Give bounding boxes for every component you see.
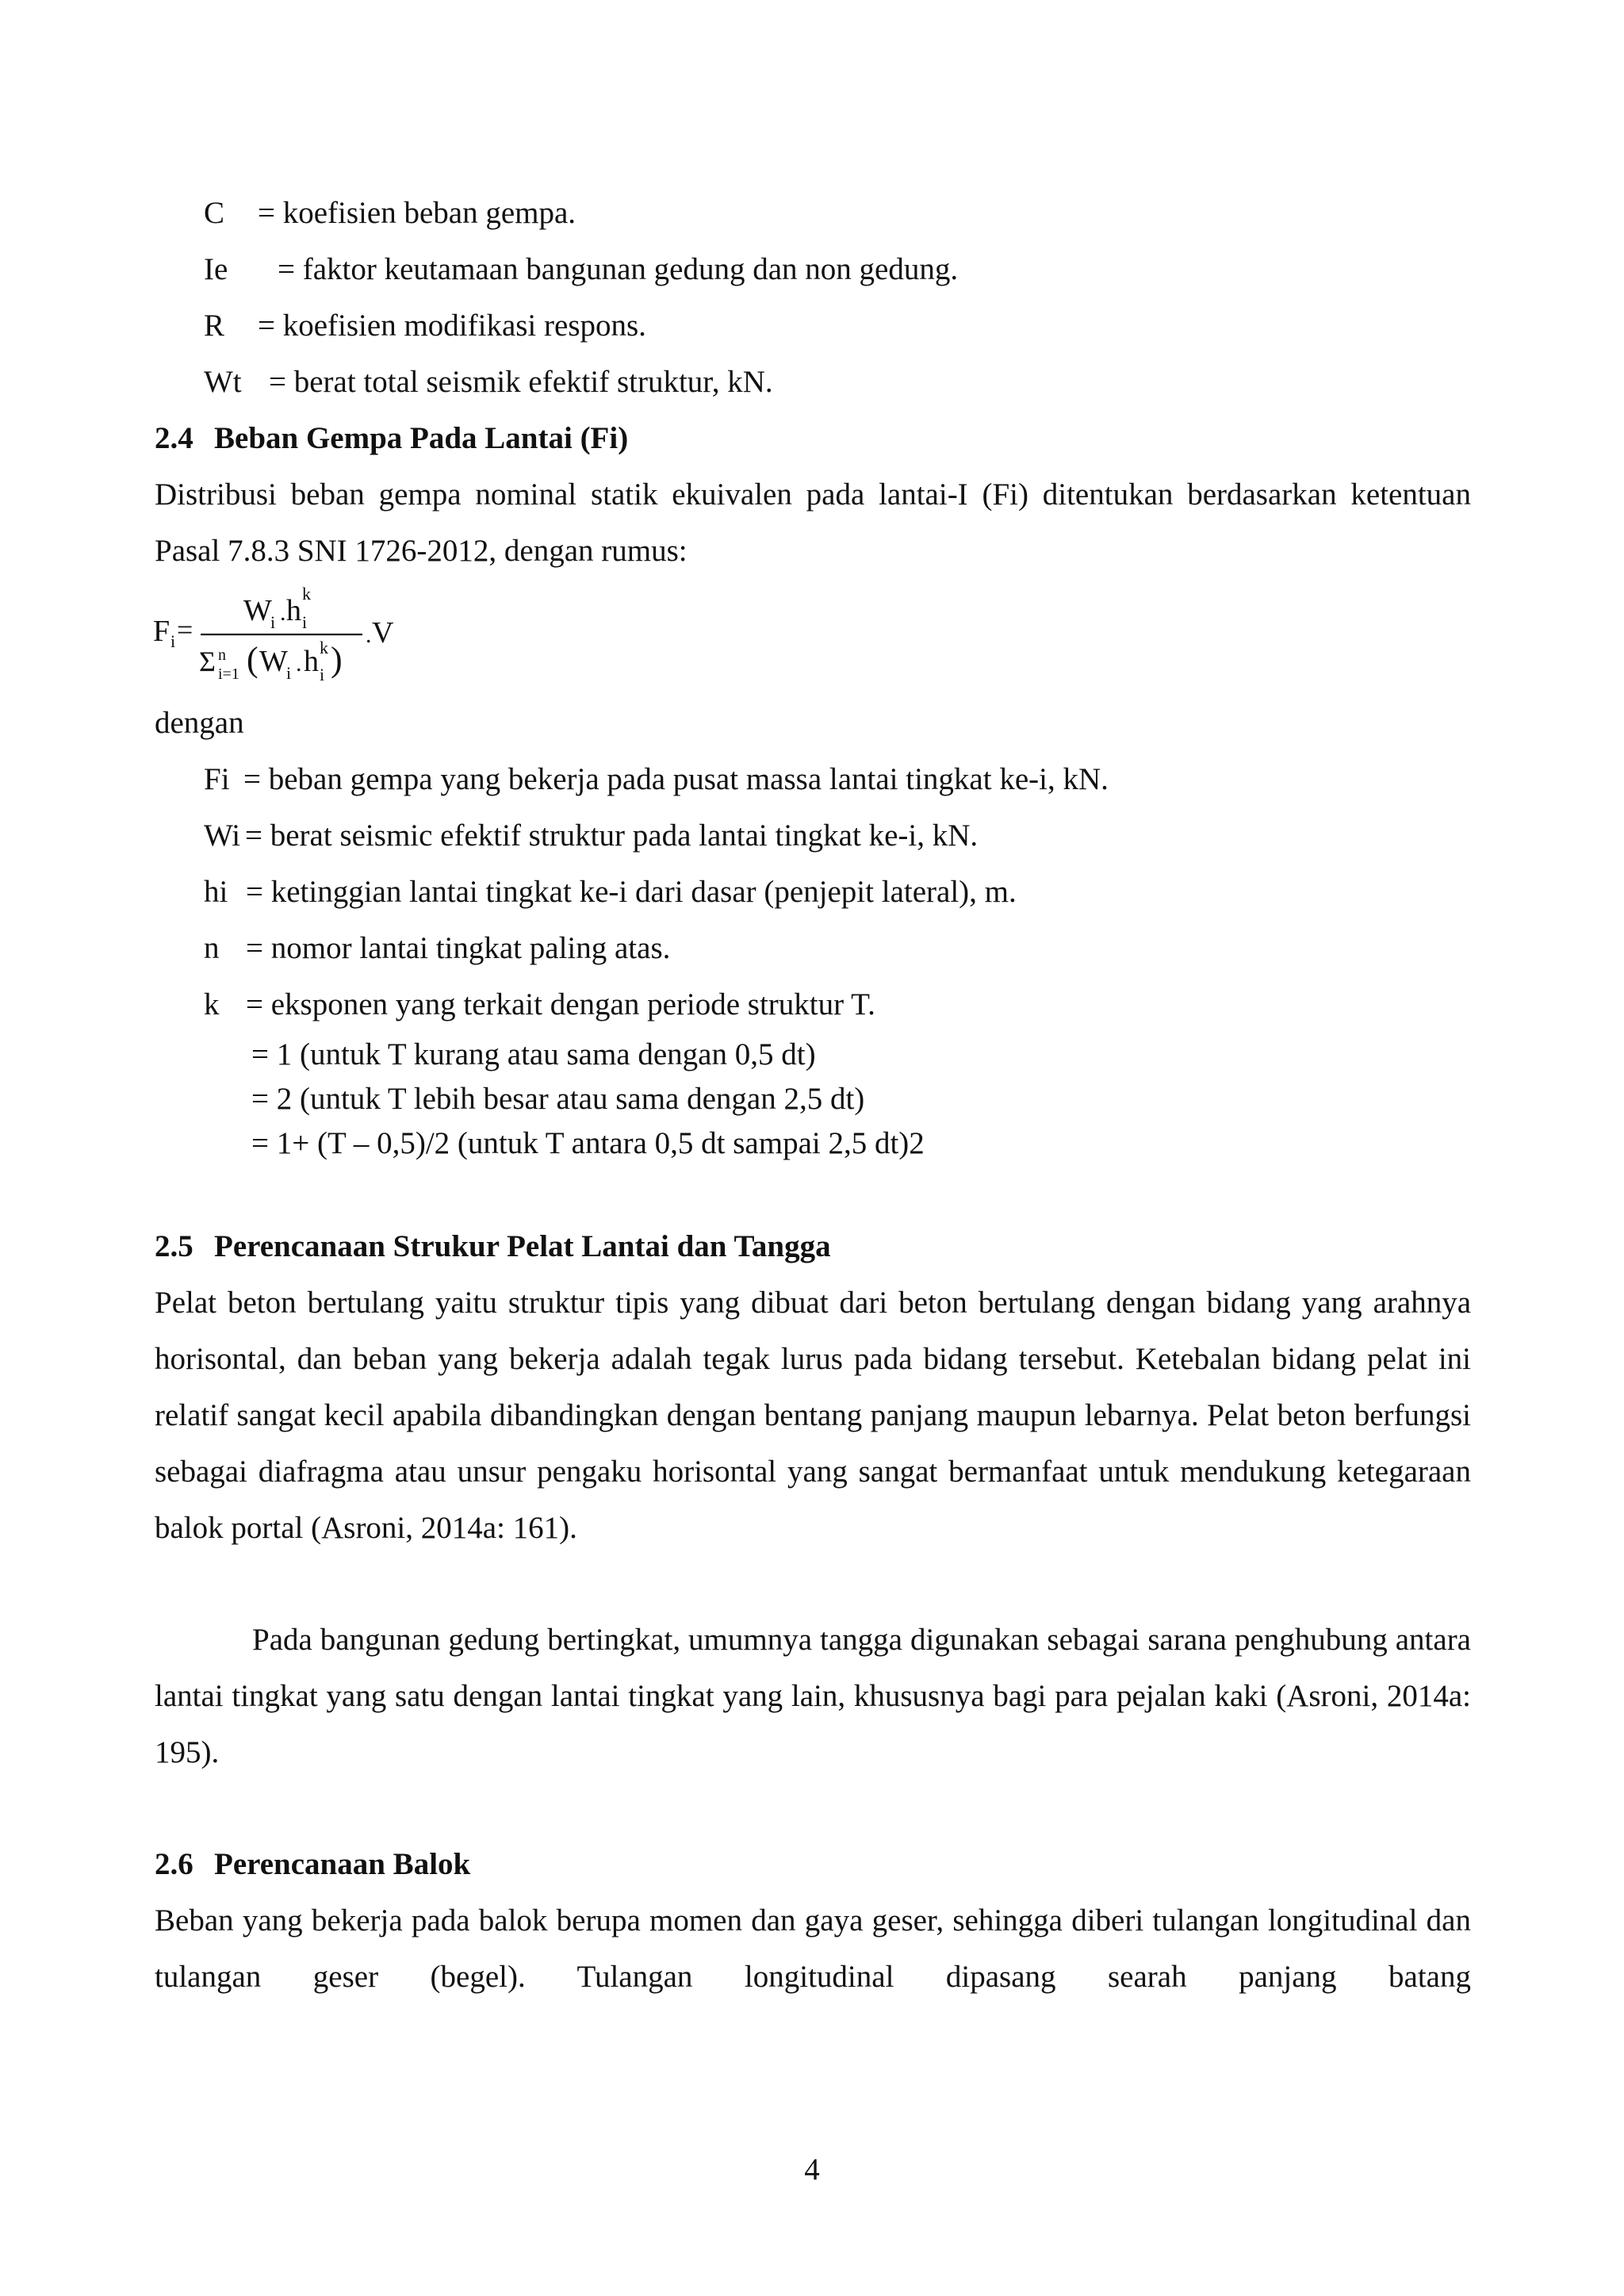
- formula-den-h-sub: i: [320, 665, 325, 684]
- section-heading-2-6: [155, 1836, 1471, 1892]
- spacer: [155, 1166, 1471, 1218]
- section-paragraph: Distribusi beban gempa nominal statik ekuivalen pada lantai-I (Fi) ditentukan berdasarkan ketentuan Pasal 7.8.3 SNI 1726-2012, dengan rumus:: [155, 477, 1471, 568]
- document-page: [155, 185, 1471, 2005]
- formula-den-sum-sub: i=1: [218, 665, 239, 683]
- definition-row-c: [204, 185, 1471, 241]
- definition-text: = berat total seismik efektif struktur, kN.: [269, 365, 773, 399]
- formula-den-sum-sup: n: [218, 646, 226, 664]
- definition-symbol: k: [204, 987, 220, 1022]
- page-number: 4: [804, 2152, 820, 2187]
- definition-row-ie: [204, 241, 1471, 297]
- definition-row-fi: [204, 751, 1471, 807]
- definition-symbol: Ie: [204, 252, 228, 286]
- definition-text: = ketinggian lantai tingkat ke-i dari dasar (penjepit lateral), m.: [246, 875, 1017, 909]
- formula-rhs-dot: .: [366, 622, 372, 648]
- formula-den-h-sup: k: [320, 638, 328, 657]
- definition-list-fi: [204, 751, 1471, 1033]
- definition-text: = nomor lantai tingkat paling atas.: [246, 931, 671, 965]
- formula-num-h-sub: i: [302, 612, 308, 632]
- definition-row-n: [204, 920, 1471, 976]
- section-paragraph: Pelat beton bertulang yaitu struktur tipis yang dibuat dari beton bertulang dengan bidang yang arahnya horisontal, dan beban yang bekerja adalah tegak lurus pada bidang tersebut. Ketebalan bidang pelat ini relatif sangat kecil apabila dibandingkan dengan bentang panjang maupun lebarnya. Pelat beton berfungsi sebagai diafragma atau unsur pengaku horisontal yang sangat bermanfaat untuk mendukung ketegaraan balok portal (Asroni, 2014a: 161).: [155, 1286, 1471, 1545]
- definition-symbol: n: [204, 931, 220, 965]
- formula-den-rparen: ): [331, 640, 343, 679]
- section-title: Perencanaan Strukur Pelat Lantai dan Tangga: [214, 1229, 831, 1263]
- formula-num-w: W: [243, 594, 272, 627]
- formula-equals: =: [177, 614, 193, 646]
- formula-den-sum: Σ: [199, 646, 216, 677]
- definition-text: = berat seismic efektif struktur pada lantai tingkat ke-i, kN.: [245, 818, 979, 853]
- dengan-label: dengan: [155, 706, 244, 740]
- definition-text: = koefisien modifikasi respons.: [258, 309, 646, 343]
- formula-num-dot: .: [280, 600, 286, 626]
- formula-graphic: [151, 582, 421, 693]
- definition-symbol: C: [204, 196, 225, 230]
- definition-row-wt: [204, 354, 1471, 410]
- formula-num-w-sub: i: [270, 612, 276, 632]
- definition-row-k: [204, 976, 1471, 1033]
- spacer: [155, 1780, 1471, 1836]
- section-number: 2.6: [155, 1847, 193, 1881]
- definition-symbol: Wt: [204, 365, 242, 399]
- formula-rhs: V: [372, 616, 394, 650]
- definition-text: = eksponen yang terkait dengan periode struktur T.: [246, 987, 875, 1022]
- spacer: [155, 1556, 1471, 1612]
- formula-den-lparen: (: [247, 640, 259, 679]
- formula-fi: [155, 579, 1471, 695]
- definition-list-top: [204, 185, 1471, 410]
- formula-num-h: h: [286, 594, 301, 627]
- section-paragraph: Pada bangunan gedung bertingkat, umumnya tangga digunakan sebagai sarana penghubung antara lantai tingkat yang satu dengan lantai tingkat yang lain, khususnya bagi para pejalan kaki (Asroni, 2014a: 195).: [155, 1623, 1471, 1769]
- formula-num-h-sup: k: [302, 584, 311, 604]
- formula-lhs-sub: i: [170, 631, 176, 651]
- section-paragraph: Beban yang bekerja pada balok berupa momen dan gaya geser, sehingga diberi tulangan longitudinal dan tulangan geser (begel). Tulangan longitudinal dipasang searah panjang batang: [155, 1903, 1471, 1994]
- section-heading-2-4: [155, 410, 1471, 466]
- k-value-item: = 1+ (T – 0,5)/2 (untuk T antara 0,5 dt sampai 2,5 dt)2: [251, 1126, 925, 1160]
- section-number: 2.4: [155, 421, 193, 455]
- section-number: 2.5: [155, 1229, 193, 1263]
- definition-text: = faktor keutamaan bangunan gedung dan non gedung.: [278, 252, 959, 286]
- formula-den-dot: .: [296, 650, 302, 677]
- formula-den-w-sub: i: [286, 663, 292, 683]
- k-value-item: = 1 (untuk T kurang atau sama dengan 0,5 dt): [251, 1037, 816, 1071]
- section-title: Beban Gempa Pada Lantai (Fi): [214, 421, 629, 455]
- formula-den-h: h: [304, 645, 319, 678]
- formula-lhs: F: [153, 615, 170, 648]
- formula-den-w: W: [259, 645, 288, 678]
- definition-row-wi: [204, 807, 1471, 864]
- definition-symbol: R: [204, 309, 225, 343]
- k-value-list: [251, 1033, 1471, 1166]
- definition-text: = koefisien beban gempa.: [258, 196, 576, 230]
- definition-symbol: hi: [204, 875, 228, 909]
- section-title: Perencanaan Balok: [214, 1847, 471, 1881]
- definition-row-hi: [204, 864, 1471, 920]
- definition-symbol: Wi: [204, 818, 241, 853]
- definition-text: = beban gempa yang bekerja pada pusat massa lantai tingkat ke-i, kN.: [243, 762, 1109, 796]
- k-value-item: = 2 (untuk T lebih besar atau sama dengan 2,5 dt): [251, 1082, 865, 1116]
- section-heading-2-5: [155, 1218, 1471, 1274]
- definition-symbol: Fi: [204, 762, 230, 796]
- definition-row-r: [204, 297, 1471, 354]
